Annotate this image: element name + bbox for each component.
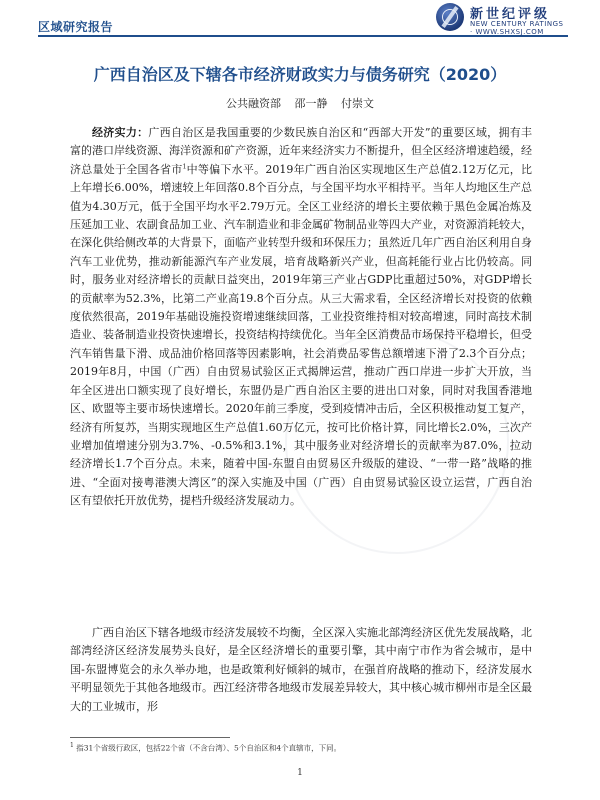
paragraph-text: 中等偏下水平。2019年广西自治区实现地区生产总值2.12万亿元，比上年增长6.00%，增速较上年回落0.8个百分点，与全国平均水平相持平。当年人均地区生产总值为4.30万元，低于全国平均水平2.79万元。全区工业经济的增长主要依赖于黑色金属冶炼及压延加工业、农副食品加工业、汽车制造业和非金属矿物制品业等四大产业，对资源消耗较大，在深化供给侧改革的大背景下，面临产业转型升级和环保压力；虽然近几年广西自治区利用自身汽车工业优势，推动新能源汽车产业发展，培育战略新兴产业，但高耗能行业占比仍较高。同时，服务业对经济增长的贡献日益突出，2019年第三产业占GDP比重超过50%，对GDP增长的贡献率为52.3%，比第二产业高19.8个百分点。从三大需求看，全区经济增长对投资的依赖度依然很高，2019年基础设施投资增速继续回落，工业投资维持相对较高增速，同时高技术制造业、装备制造业投资快速增长，投资结构持续优化。当年全区消费品市场保持平稳增长，但受汽车销售量下滑、成品油价格回落等因素影响，社会消费品零售总额增速下滑了2.3个百分点；2019年8月，中国（广西）自由贸易试验区正式揭牌运营，推动广西口岸进一步扩大开放，当年全区进出口额实现了良好增长，东盟仍是广西自治区主要的进出口对象，同时对我国香港地区、欧盟等主要市场快速增长。2020年前三季度，受到疫情冲击后，全区积极推动复工复产，经济有所复苏，当期实现地区生产总值1.60万亿元，按可比价格计算，同比增长2.0%，三次产业增加值增速分别为3.7%、-0.5%和3.1%，其中服务业对经济增长的贡献率为87.0%，拉动经济增长1.7个百分点。未来，随着中国-东盟自由贸易区升级版的建设、“一带一路”战略的推进、“全面对接粤港澳大湾区”的深入实施及中国（广西）自由贸易试验区设立运营，广西自治区有望依托开放优势，提档升级经济发展动力。 [70, 162, 533, 508]
header-title: 区域研究报告 [38, 20, 114, 34]
page-number: 1 [297, 768, 303, 778]
logo [436, 3, 568, 36]
footnote-divider [70, 737, 230, 738]
page-header [38, 0, 568, 40]
paragraph-economic-strength [70, 124, 532, 511]
logo-name: 新世纪评级 [470, 7, 551, 22]
footnote-ref[interactable]: 1 [182, 163, 187, 171]
paragraph-text: 广西自治区是我国重要的少数民族自治区和“西部大开发”的重要区域，拥有丰富的港口岸线资源、海洋资源和矿产资源，近年来经济实力不断提升，但全区经济增速趋缓，经济总量处于全国各省市 [70, 126, 533, 176]
footnote [70, 742, 341, 754]
paragraph-lead: 经济实力： [92, 126, 149, 139]
footnote-text: 指31个省级行政区，包括22个省（不含台湾）、5个自治区和4个直辖市，下同。 [76, 743, 342, 753]
footnote-marker: 1 [70, 742, 74, 749]
paragraph-regional-development: 广西自治区下辖各地级市经济发展较不均衡，全区深入实施北部湾经济区优先发展战略，北部湾经济区经济发展势头良好，是全区经济增长的重要引擎，其中南宁市作为省会城市，是中国-东盟博览会的永久举办地，也是政策利好倾斜的城市，在强首府战略的推动下，经济发展水平明显领先于其他各地级市。西江经济带各地级市发展差异较大，其中核心城市柳州市是全区最大的工业城市，形 [70, 626, 532, 713]
document-authors: 公共融资部 邵一静 付崇文 [226, 97, 374, 110]
logo-emblem-icon [436, 3, 464, 31]
logo-url: NEW CENTURY RATINGS · WWW.SHXSJ.COM [470, 20, 564, 36]
document-title: 广西自治区及下辖各市经济财政实力与债务研究（2020） [93, 65, 507, 84]
